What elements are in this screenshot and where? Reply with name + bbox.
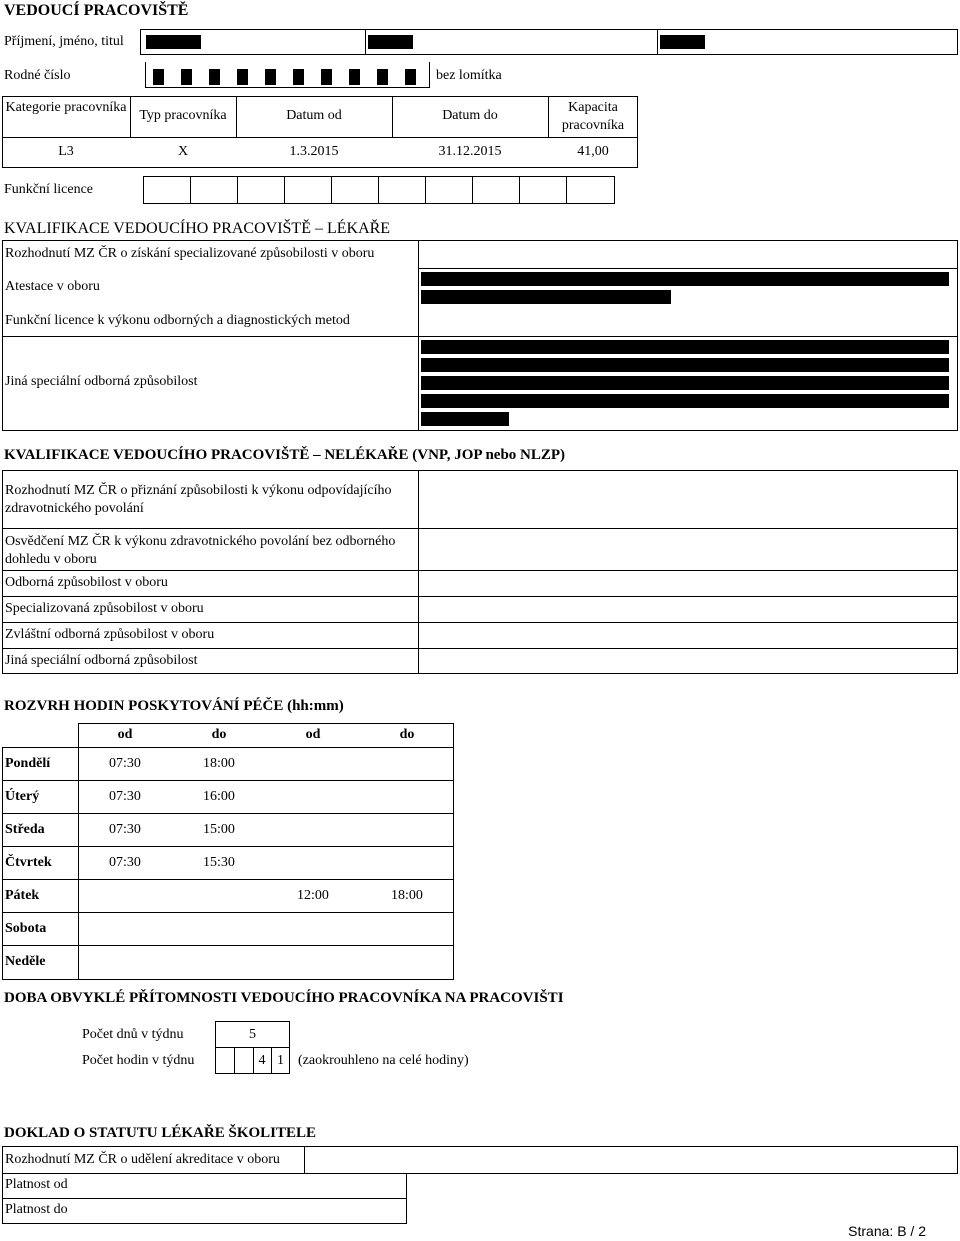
- schedule-header-from: od: [305, 727, 321, 742]
- hours-note: (zaokrouhleno na celé hodiny): [298, 1053, 469, 1068]
- redacted-specialization: [421, 272, 949, 286]
- doctor-row-line: [2, 336, 958, 337]
- redacted-digit: [181, 69, 192, 85]
- license-cell-line: [237, 176, 238, 204]
- redacted-digit: [209, 69, 220, 85]
- hours-digit-line: [234, 1047, 235, 1074]
- nondoctor-row-label: Zvláštní odborná způsobilost v oboru: [5, 627, 215, 642]
- doctor-row-line: [418, 268, 958, 269]
- redacted-other-competence: [421, 340, 949, 354]
- time-cell: 15:30: [203, 855, 235, 870]
- license-cell-line: [378, 176, 379, 204]
- doctor-row-label: Jiná speciální odborná způsobilost: [5, 374, 198, 389]
- doctor-row-label: Rozhodnutí MZ ČR o získání specializované způsobilosti v oboru: [5, 246, 375, 261]
- day-label: Sobota: [5, 921, 47, 936]
- schedule-header-from: od: [117, 727, 133, 742]
- time-cell: 18:00: [391, 888, 423, 903]
- redacted-other-competence: [421, 394, 949, 408]
- day-label: Neděle: [5, 954, 46, 969]
- col-header-date-from: Datum od: [286, 108, 342, 123]
- day-label: Pátek: [5, 888, 40, 903]
- cell-category: L3: [58, 144, 74, 159]
- redacted-digit: [237, 69, 248, 85]
- birth-note: bez lomítka: [436, 68, 502, 83]
- cell-date-from: 1.3.2015: [289, 144, 339, 159]
- redacted-digit: [405, 69, 416, 85]
- redacted-firstname: [368, 35, 413, 49]
- day-label: Úterý: [5, 789, 40, 804]
- trainer-col-line: [304, 1146, 305, 1174]
- nondoctor-row-label: Specializovaná způsobilost v oboru: [5, 601, 204, 616]
- nondoctor-row-line: [2, 596, 958, 597]
- days-label: Počet dnů v týdnu: [82, 1027, 184, 1042]
- schedule-row-line: [2, 879, 454, 880]
- nondoctor-row-line: [2, 570, 958, 571]
- section-title-schedule: ROZVRH HODIN POSKYTOVÁNÍ PÉČE (hh:mm): [4, 698, 344, 714]
- trainer-row-label: Rozhodnutí MZ ČR o udělení akreditace v oboru: [5, 1152, 280, 1167]
- day-label: Čtvrtek: [5, 855, 52, 870]
- schedule-header-to: do: [399, 727, 415, 742]
- schedule-row-line: [2, 945, 454, 946]
- redacted-other-competence: [421, 412, 509, 426]
- cell-type: X: [177, 144, 189, 159]
- page-number: Strana: B / 2: [848, 1223, 926, 1239]
- license-cell-line: [472, 176, 473, 204]
- nondoctor-row-line: [2, 528, 958, 529]
- schedule-row-line: [2, 846, 454, 847]
- license-label: Funkční licence: [4, 182, 94, 197]
- schedule-table: [2, 723, 454, 980]
- time-cell: 15:00: [203, 822, 235, 837]
- redacted-specialization: [421, 290, 671, 304]
- day-label: Středa: [5, 822, 45, 837]
- nondoctor-col-line: [418, 470, 419, 674]
- day-label: Pondělí: [5, 756, 51, 771]
- time-cell: 12:00: [297, 888, 329, 903]
- nondoctor-row-line: [2, 622, 958, 623]
- col-header-type: Typ pracovníka: [139, 108, 227, 123]
- time-cell: 07:30: [109, 789, 141, 804]
- time-cell: 07:30: [109, 822, 141, 837]
- nondoctor-row-line: [2, 648, 958, 649]
- schedule-row-line: [2, 813, 454, 814]
- section-title-doctor: KVALIFIKACE VEDOUCÍHO PRACOVIŠTĚ – LÉKAŘE: [4, 220, 391, 237]
- nondoctor-row-label: Jiná speciální odborná způsobilost: [5, 653, 198, 668]
- col-header-date-to: Datum do: [442, 108, 498, 123]
- time-cell: 18:00: [203, 756, 235, 771]
- redacted-surname: [146, 35, 201, 49]
- birth-label: Rodné číslo: [4, 68, 71, 83]
- trainer-row-label: Platnost od: [5, 1177, 68, 1192]
- redacted-other-competence: [421, 358, 949, 372]
- col-header-capacity: Kapacita pracovníka: [561, 100, 625, 133]
- hours-digit: 1: [277, 1053, 284, 1068]
- time-cell: 16:00: [203, 789, 235, 804]
- col-header-category: Kategorie pracovníka: [5, 100, 127, 115]
- trainer-row-label: Platnost do: [5, 1202, 68, 1217]
- section-title-nondoctor: KVALIFIKACE VEDOUCÍHO PRACOVIŠTĚ – NELÉKAŘE (VNP, JOP nebo NLZP): [4, 447, 566, 463]
- schedule-row-line: [2, 747, 454, 748]
- license-cell-line: [566, 176, 567, 204]
- nondoctor-row-label: Rozhodnutí MZ ČR o přiznání způsobilosti k výkonu odpovídajícího zdravotnického povolání: [5, 483, 392, 516]
- cell-date-to: 31.12.2015: [438, 144, 502, 159]
- schedule-row-line: [2, 979, 454, 980]
- license-cell-line: [519, 176, 520, 204]
- schedule-row-line: [2, 780, 454, 781]
- license-cell-line: [284, 176, 285, 204]
- license-field[interactable]: [143, 176, 615, 204]
- redacted-digit: [293, 69, 304, 85]
- schedule-col-line: [2, 747, 3, 980]
- license-cell-line: [331, 176, 332, 204]
- name-label: Příjmení, jméno, titul: [4, 34, 124, 49]
- redacted-digit: [377, 69, 388, 85]
- schedule-header-to: do: [211, 727, 227, 742]
- hours-label: Počet hodin v týdnu: [82, 1053, 195, 1068]
- time-cell: 07:30: [109, 855, 141, 870]
- redacted-digit: [153, 69, 164, 85]
- nondoctor-row-label: Osvědčení MZ ČR k výkonu zdravotnického povolání bez odborného dohledu v oboru: [5, 534, 396, 567]
- cell-capacity: 41,00: [577, 144, 609, 159]
- doctor-row-label: Atestace v oboru: [5, 279, 100, 294]
- section-title-head: VEDOUCÍ PRACOVIŠTĚ: [4, 2, 189, 19]
- license-cell-line: [190, 176, 191, 204]
- time-cell: 07:30: [109, 756, 141, 771]
- redacted-title: [660, 35, 705, 49]
- redacted-digit: [349, 69, 360, 85]
- schedule-row-line: [2, 912, 454, 913]
- license-cell-line: [425, 176, 426, 204]
- section-title-presence: DOBA OBVYKLÉ PŘÍTOMNOSTI VEDOUCÍHO PRACOVNÍKA NA PRACOVIŠTI: [4, 990, 564, 1006]
- redacted-digit: [265, 69, 276, 85]
- hours-digit: 4: [258, 1053, 266, 1068]
- table-divider: [2, 137, 638, 138]
- doctor-row-label: Funkční licence k výkonu odborných a diagnostických metod: [5, 313, 350, 328]
- section-title-trainer: DOKLAD O STATUTU LÉKAŘE ŠKOLITELE: [4, 1125, 317, 1141]
- days-value: 5: [249, 1027, 256, 1042]
- redacted-digit: [321, 69, 332, 85]
- nondoctor-row-label: Odborná způsobilost v oboru: [5, 575, 168, 590]
- redacted-other-competence: [421, 376, 949, 390]
